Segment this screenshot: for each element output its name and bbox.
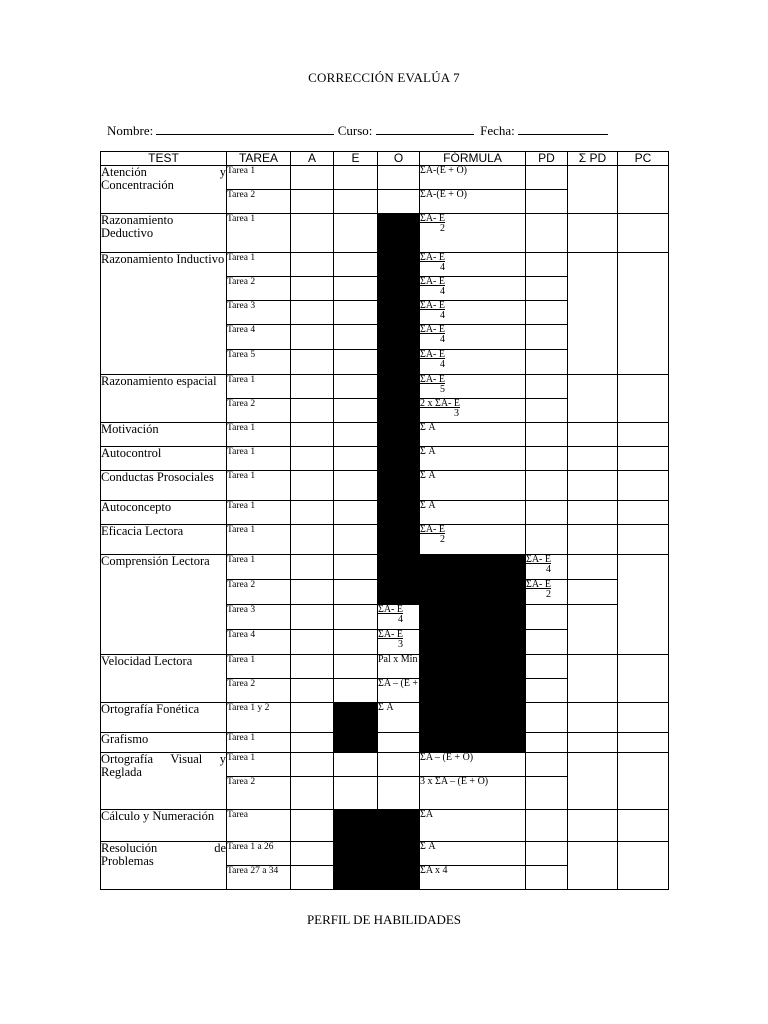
task-label: Tarea 1: [227, 253, 291, 277]
student-info-line: [107, 123, 608, 139]
a-cell[interactable]: [291, 350, 334, 375]
pd-cell[interactable]: [526, 350, 568, 375]
e-cell[interactable]: [334, 447, 378, 471]
task-label: Tarea 5: [227, 350, 291, 375]
pc-cell[interactable]: [618, 471, 669, 501]
task-label: Tarea 4: [227, 630, 291, 655]
test-name: Motivación: [101, 423, 227, 447]
task-label: Tarea 3: [227, 605, 291, 630]
pd-cell[interactable]: [526, 753, 568, 777]
table-row: [101, 753, 669, 777]
test-name: Resolución de Problemas: [101, 842, 227, 890]
o-cell[interactable]: [378, 777, 420, 810]
pc-cell[interactable]: [618, 214, 669, 253]
a-cell[interactable]: [291, 399, 334, 423]
a-cell[interactable]: [291, 630, 334, 655]
task-label: Tarea 1: [227, 733, 291, 753]
pd-cell[interactable]: [526, 190, 568, 214]
e-cell[interactable]: [334, 555, 378, 580]
table-row: [101, 253, 669, 277]
pd-cell[interactable]: [526, 501, 568, 525]
task-label: Tarea 1: [227, 447, 291, 471]
sum-pd-cell[interactable]: [568, 471, 618, 501]
task-label: Tarea 1: [227, 166, 291, 190]
formula-cell: ΣA- E 4: [420, 350, 526, 375]
sum-pd-cell[interactable]: [568, 733, 618, 753]
test-name: Conductas Prosociales: [101, 471, 227, 501]
col-header: FÓRMULA: [420, 152, 526, 166]
fecha-field[interactable]: [518, 123, 608, 135]
sum-pd-cell[interactable]: [568, 655, 618, 703]
sum-pd-cell[interactable]: [568, 501, 618, 525]
pc-cell[interactable]: [618, 703, 669, 733]
section-title: PERFIL DE HABILIDADES: [306, 912, 462, 927]
e-cell[interactable]: [334, 423, 378, 447]
curso-field[interactable]: [376, 123, 474, 135]
task-label: Tarea 2: [227, 277, 291, 301]
pc-cell[interactable]: [618, 525, 669, 555]
table-row: [101, 655, 669, 679]
fecha-label: Fecha:: [480, 123, 515, 138]
a-cell[interactable]: [291, 842, 334, 866]
sum-pd-cell[interactable]: [568, 447, 618, 471]
sum-pd-cell[interactable]: [618, 555, 669, 655]
formula-cell: Σ A: [420, 501, 526, 525]
test-name: Comprensión Lectora: [101, 555, 227, 655]
pd-cell[interactable]: [568, 555, 618, 580]
pd-cell[interactable]: [526, 399, 568, 423]
test-name: Razonamiento Inductivo: [101, 253, 227, 375]
formula-cell: Σ A: [420, 842, 526, 866]
formula-cell: Σ A: [378, 703, 420, 733]
formula-cell: Σ A: [420, 447, 526, 471]
sum-pd-cell[interactable]: [568, 753, 618, 810]
a-cell[interactable]: [291, 447, 334, 471]
blocked-cell: [420, 555, 526, 753]
a-cell[interactable]: [291, 777, 334, 810]
e-cell[interactable]: [334, 630, 378, 655]
formula-cell: ΣA- E 4: [526, 555, 568, 580]
e-cell[interactable]: [334, 605, 378, 630]
col-header: PD: [526, 152, 568, 166]
pc-cell[interactable]: [618, 655, 669, 703]
sum-pd-cell[interactable]: [568, 525, 618, 555]
sum-pd-cell[interactable]: [568, 810, 618, 842]
a-cell[interactable]: [291, 555, 334, 580]
pd-cell[interactable]: [526, 214, 568, 253]
pc-cell[interactable]: [618, 253, 669, 375]
pc-cell[interactable]: [618, 733, 669, 753]
task-label: Tarea 1: [227, 501, 291, 525]
col-header: TAREA: [227, 152, 291, 166]
table-row: [101, 810, 669, 842]
a-cell[interactable]: [291, 375, 334, 399]
pd-cell[interactable]: [526, 733, 568, 753]
e-cell[interactable]: [334, 214, 378, 253]
a-cell[interactable]: [291, 525, 334, 555]
task-label: Tarea 2: [227, 399, 291, 423]
pc-cell[interactable]: [618, 166, 669, 214]
sum-pd-cell[interactable]: [568, 253, 618, 375]
task-label: Tarea 1: [227, 525, 291, 555]
blocked-cell: [334, 703, 378, 753]
a-cell[interactable]: [291, 580, 334, 605]
o-cell[interactable]: [378, 190, 420, 214]
formula-cell: ΣA x 4: [420, 866, 526, 890]
task-label: Tarea 3: [227, 301, 291, 325]
formula-cell: ΣA – (E + O): [420, 753, 526, 777]
col-header: PC: [618, 152, 669, 166]
task-label: Tarea: [227, 810, 291, 842]
pd-cell[interactable]: [526, 679, 568, 703]
e-cell[interactable]: [334, 375, 378, 399]
pd-cell[interactable]: [526, 277, 568, 301]
e-cell[interactable]: [334, 525, 378, 555]
e-cell[interactable]: [334, 777, 378, 810]
table-header-row: [101, 152, 669, 166]
table-row: [101, 733, 669, 753]
pd-cell[interactable]: [526, 777, 568, 810]
pd-cell[interactable]: [526, 301, 568, 325]
a-cell[interactable]: [291, 325, 334, 350]
e-cell[interactable]: [334, 190, 378, 214]
col-header: O: [378, 152, 420, 166]
task-label: Tarea 1 y 2: [227, 703, 291, 733]
formula-cell: ΣA- E 2: [420, 525, 526, 555]
nombre-label: Nombre:: [107, 123, 154, 138]
task-label: Tarea 1: [227, 423, 291, 447]
pc-cell[interactable]: [618, 375, 669, 423]
a-cell[interactable]: [291, 810, 334, 842]
e-cell[interactable]: [334, 166, 378, 190]
e-cell[interactable]: [334, 277, 378, 301]
page-title: CORRECCIÓN EVALÚA 7: [308, 70, 460, 85]
pd-cell[interactable]: [526, 471, 568, 501]
pd-cell[interactable]: [526, 525, 568, 555]
e-cell[interactable]: [334, 655, 378, 679]
test-name: Velocidad Lectora: [101, 655, 227, 703]
test-name: Atención y Concentración: [101, 166, 227, 214]
task-label: Tarea 27 a 34: [227, 866, 291, 890]
task-label: Tarea 2: [227, 580, 291, 605]
table-row: [101, 214, 669, 253]
formula-cell: ΣA- E 2: [420, 214, 526, 253]
task-label: Tarea 2: [227, 190, 291, 214]
o-cell[interactable]: [378, 166, 420, 190]
e-cell[interactable]: [334, 501, 378, 525]
formula-cell: ΣA- E 3: [378, 630, 420, 655]
formula-cell: ΣA-(E + O): [420, 190, 526, 214]
task-label: Tarea 2: [227, 679, 291, 703]
col-header: A: [291, 152, 334, 166]
e-cell[interactable]: [334, 753, 378, 777]
sum-pd-cell[interactable]: [568, 375, 618, 423]
test-name: Ortografía Fonética: [101, 703, 227, 733]
formula-cell: ΣA- E 4: [420, 325, 526, 350]
table-row: [101, 703, 669, 733]
a-cell[interactable]: [291, 423, 334, 447]
e-cell[interactable]: [334, 471, 378, 501]
a-cell[interactable]: [291, 679, 334, 703]
task-label: Tarea 4: [227, 325, 291, 350]
test-name: Cálculo y Numeración: [101, 810, 227, 842]
formula-cell: ΣA- E 4: [420, 253, 526, 277]
table-row: [101, 375, 669, 399]
a-cell[interactable]: [291, 703, 334, 733]
a-cell[interactable]: [291, 190, 334, 214]
col-header: Σ PD: [568, 152, 618, 166]
o-cell[interactable]: [378, 753, 420, 777]
blocked-cell: [334, 810, 420, 890]
formula-cell: ΣA- E 4: [378, 605, 420, 630]
pc-cell[interactable]: [618, 447, 669, 471]
a-cell[interactable]: [291, 733, 334, 753]
formula-cell: 2 x ΣA- E 3: [420, 399, 526, 423]
task-label: Tarea 1: [227, 471, 291, 501]
pd-cell[interactable]: [568, 580, 618, 605]
pc-cell[interactable]: [618, 423, 669, 447]
nombre-field[interactable]: [156, 123, 334, 135]
test-name: Razonamiento espacial: [101, 375, 227, 423]
pd-cell[interactable]: [526, 630, 568, 655]
a-cell[interactable]: [291, 753, 334, 777]
blocked-cell: [378, 214, 420, 253]
a-cell[interactable]: [291, 166, 334, 190]
pc-cell[interactable]: [618, 501, 669, 525]
a-cell[interactable]: [291, 655, 334, 679]
sum-pd-cell[interactable]: [568, 842, 618, 890]
pd-cell[interactable]: [526, 655, 568, 679]
pc-cell[interactable]: [618, 753, 669, 810]
formula-cell: ΣA- E 5: [420, 375, 526, 399]
a-cell[interactable]: [291, 214, 334, 253]
task-label: Tarea 1: [227, 214, 291, 253]
sum-pd-cell[interactable]: [568, 423, 618, 447]
formula-cell: Σ A: [420, 471, 526, 501]
formula-cell: 3 x ΣA – (E + O): [420, 777, 526, 810]
formula-cell: ΣA: [420, 810, 526, 842]
pd-cell[interactable]: [526, 810, 568, 842]
pd-cell[interactable]: [526, 325, 568, 350]
e-cell[interactable]: [334, 580, 378, 605]
e-cell[interactable]: [334, 253, 378, 277]
test-name: Grafismo: [101, 733, 227, 753]
formula-cell: ΣA- E 2: [526, 580, 568, 605]
pd-cell[interactable]: [526, 842, 568, 866]
a-cell[interactable]: [291, 471, 334, 501]
sum-pd-cell[interactable]: [568, 214, 618, 253]
curso-label: Curso:: [337, 123, 373, 138]
sum-pd-cell[interactable]: [568, 703, 618, 733]
a-cell[interactable]: [291, 605, 334, 630]
e-cell[interactable]: [334, 301, 378, 325]
formula-cell: Σ A: [420, 423, 526, 447]
e-cell[interactable]: [334, 350, 378, 375]
formula-cell: ΣA – (E + O): [378, 679, 420, 703]
task-label: Tarea 2: [227, 777, 291, 810]
pc-cell[interactable]: [618, 842, 669, 890]
pd-cell[interactable]: [526, 447, 568, 471]
col-header: E: [334, 152, 378, 166]
pd-cell[interactable]: [526, 866, 568, 890]
pd-cell[interactable]: [526, 423, 568, 447]
formula-cell: ΣA-(E + O): [420, 166, 526, 190]
e-cell[interactable]: [334, 399, 378, 423]
a-cell[interactable]: [291, 301, 334, 325]
a-cell[interactable]: [291, 866, 334, 890]
pd-cell[interactable]: [526, 605, 568, 630]
test-name: Ortografía Visual y Reglada: [101, 753, 227, 810]
blocked-cell: [378, 253, 420, 375]
task-label: Tarea 1: [227, 655, 291, 679]
pc-cell[interactable]: [618, 810, 669, 842]
task-label: Tarea 1: [227, 555, 291, 580]
table-row: [101, 166, 669, 190]
pd-cell[interactable]: [526, 703, 568, 733]
a-cell[interactable]: [291, 277, 334, 301]
task-label: Tarea 1: [227, 375, 291, 399]
correction-table: [100, 151, 669, 890]
test-name: Autocontrol: [101, 447, 227, 471]
pd-cell[interactable]: [526, 375, 568, 399]
formula-cell: ΣA- E 4: [420, 277, 526, 301]
e-cell[interactable]: [334, 325, 378, 350]
pd-cell[interactable]: [526, 166, 568, 190]
test-name: Razonamiento Deductivo: [101, 214, 227, 253]
e-cell[interactable]: [334, 679, 378, 703]
a-cell[interactable]: [291, 253, 334, 277]
sum-pd-cell[interactable]: [568, 166, 618, 214]
pd-cell[interactable]: [526, 253, 568, 277]
blocked-cell: [378, 375, 420, 605]
formula-cell: [378, 733, 420, 753]
task-label: Tarea 1 a 26: [227, 842, 291, 866]
col-header: TEST: [101, 152, 227, 166]
formula-cell: ΣA- E 4: [420, 301, 526, 325]
formula-cell: Pal x Min: [378, 655, 420, 679]
test-name: Autoconcepto: [101, 501, 227, 525]
a-cell[interactable]: [291, 501, 334, 525]
test-name: Eficacia Lectora: [101, 525, 227, 555]
task-label: Tarea 1: [227, 753, 291, 777]
